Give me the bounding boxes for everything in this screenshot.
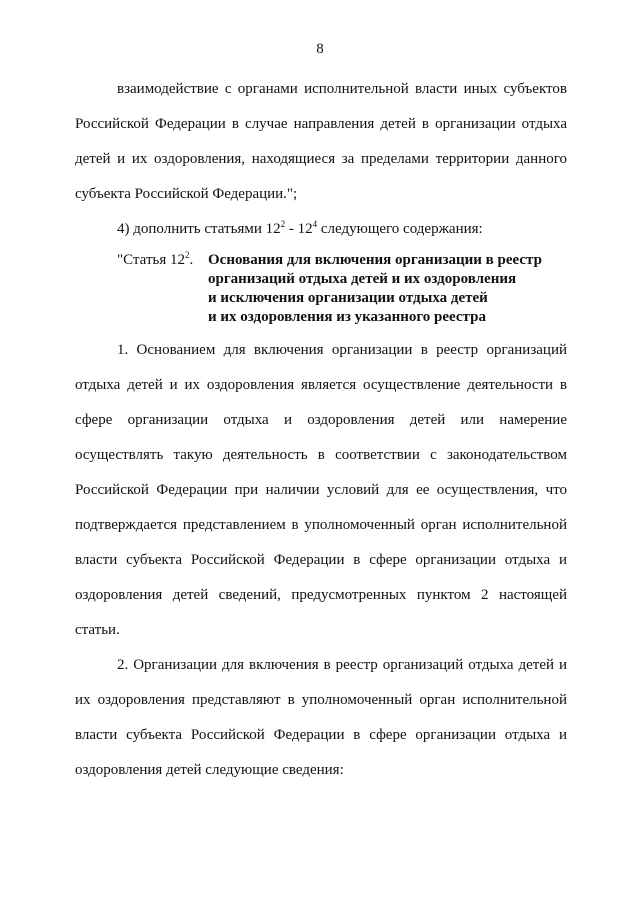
item-4-prefix: 4) дополнить статьями 12 xyxy=(117,221,281,237)
article-title-line: Основания для включения организации в реестр xyxy=(208,252,542,268)
item-4-dash: - 12 xyxy=(285,221,313,237)
text-line: детей и их оздоровления, находящиеся за пределами территории данного xyxy=(75,151,567,167)
item-4-line xyxy=(117,220,567,238)
paragraph-2-line: их оздоровления представляют в уполномоченный орган исполнительной xyxy=(75,692,567,708)
article-title-line: организаций отдыха детей и их оздоровления xyxy=(208,271,517,287)
article-title xyxy=(208,251,548,327)
paragraph-1-line: сфере организации отдыха и оздоровления детей или намерение xyxy=(75,412,567,428)
paragraph-1-line: подтверждается представлением в уполномоченный орган исполнительной xyxy=(75,517,567,533)
paragraph-2-line: власти субъекта Российской Федерации в сфере организации отдыха и xyxy=(75,727,567,743)
paragraph-1-line: власти субъекта Российской Федерации в сфере организации отдыха и xyxy=(75,552,567,568)
page-number: 8 xyxy=(316,41,324,57)
paragraph-1-line: статьи. xyxy=(75,622,120,638)
superscript: 2 xyxy=(184,250,190,260)
text-line: взаимодействие с органами исполнительной власти иных субъектов xyxy=(117,81,567,97)
article-title-line: и исключения организации отдыха детей xyxy=(208,290,488,306)
text-line: субъекта Российской Федерации."; xyxy=(75,186,298,202)
paragraph-1-line: 1. Основанием для включения организации в реестр организаций xyxy=(117,342,567,358)
superscript: 4 xyxy=(312,219,318,229)
superscript: 2 xyxy=(280,219,286,229)
paragraph-1-line: оздоровления детей сведений, предусмотренных пунктом 2 настоящей xyxy=(75,587,567,603)
paragraph-1-line: осуществлять такую деятельность в соответствии с законодательством xyxy=(75,447,567,463)
text-line: Российской Федерации в случае направления детей в организации отдыха xyxy=(75,116,567,132)
paragraph-1-line: отдыха детей и их оздоровления является осуществление деятельности в xyxy=(75,377,567,393)
article-label-text: "Статья 12 xyxy=(117,252,185,268)
paragraph-2-line: оздоровления детей следующие сведения: xyxy=(75,762,344,778)
paragraph-2-line: 2. Организации для включения в реестр организаций отдыха детей и xyxy=(117,657,567,673)
paragraph-1-line: Российской Федерации при наличии условий для ее осуществления, что xyxy=(75,482,567,498)
item-4-suffix: следующего содержания: xyxy=(317,221,483,237)
article-label-suffix: . xyxy=(189,252,194,268)
article-title-line: и их оздоровления из указанного реестра xyxy=(208,309,486,325)
article-label xyxy=(117,251,193,269)
